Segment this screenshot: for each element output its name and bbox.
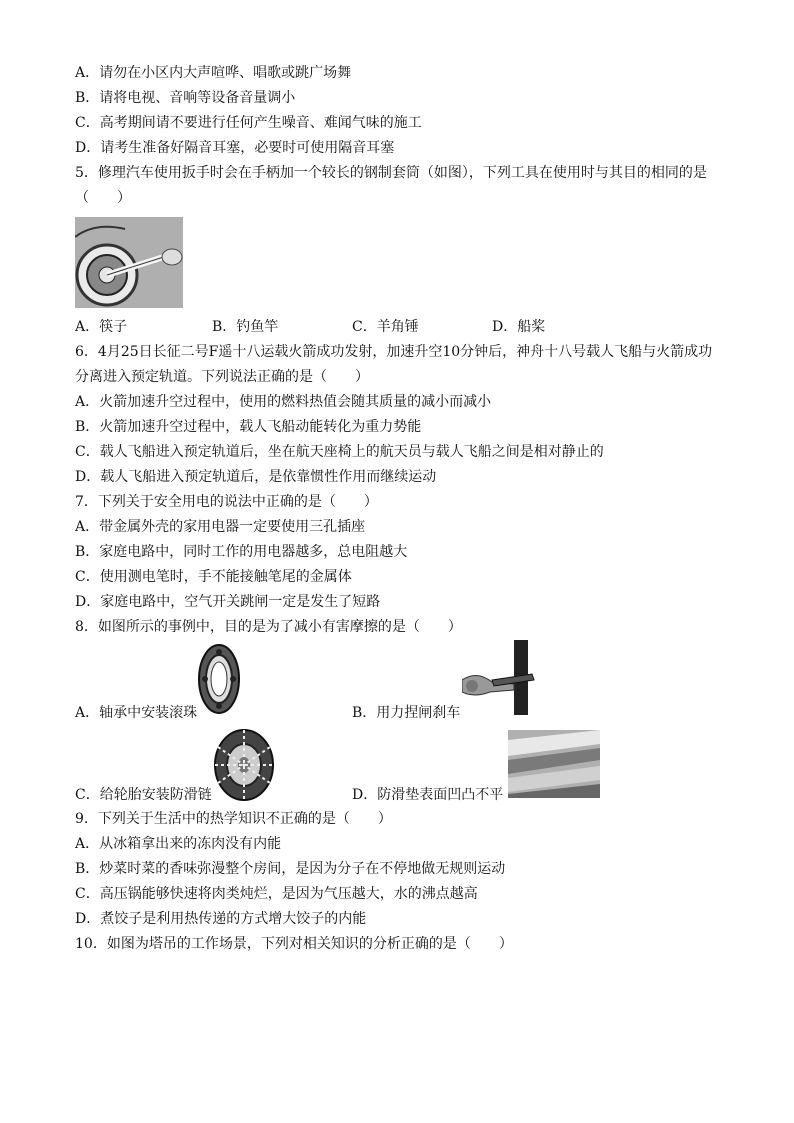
q4-option-b: B．请将电视、音响等设备音量调小 [75, 90, 296, 106]
q4-option-a: A．请勿在小区内大声喧哗、唱歌或跳广场舞 [75, 65, 352, 81]
q5-option-d: D．船桨 [492, 319, 546, 335]
q6-stem-line1: 6．4月25日长征二号F遥十八运载火箭成功发射，加速升空10分钟后，神舟十八号载人飞船与火箭成功 [75, 344, 713, 360]
q8-option-c: C．给轮胎安装防滑链 [75, 787, 212, 803]
q9-stem: 9．下列关于生活中的热学知识不正确的是（ ） [75, 811, 392, 827]
q7-stem: 7．下列关于安全用电的说法中正确的是（ ） [75, 494, 378, 510]
q9-option-b: B．炒菜时菜的香味弥漫整个房间，是因为分子在不停地做无规则运动 [75, 861, 506, 877]
q9-option-c: C．高压锅能够快速将肉类炖烂，是因为气压越大，水的沸点越高 [75, 886, 478, 902]
anti-slip-mat-image [508, 730, 600, 798]
q6-option-c: C．载人飞船进入预定轨道后，坐在航天座椅上的航天员与载人飞船之间是相对静止的 [75, 444, 604, 460]
wrench-sleeve-image [75, 217, 183, 308]
q4-option-c: C．高考期间请不要进行任何产生噪音、难闻气味的施工 [75, 115, 422, 131]
bicycle-brake-image [462, 640, 548, 715]
q9-option-a: A．从冰箱拿出来的冻肉没有内能 [75, 836, 282, 852]
q6-option-a: A．火箭加速升空过程中，使用的燃料热值会随其质量的减小而减小 [75, 394, 492, 410]
q8-option-d: D．防滑垫表面凹凸不平 [352, 787, 504, 803]
q5-option-a: A．筷子 [75, 319, 128, 335]
bearing-image [196, 640, 242, 718]
q5-option-b: B．钓鱼竿 [212, 319, 279, 335]
q7-option-c: C．使用测电笔时，手不能接触笔尾的金属体 [75, 569, 352, 585]
q10-stem: 10．如图为塔吊的工作场景，下列对相关知识的分析正确的是（ ） [75, 936, 513, 952]
q6-stem-line2: 分离进入预定轨道。下列说法正确的是（ ） [75, 369, 369, 385]
q8-option-a: A．轴承中安装滚珠 [75, 705, 198, 721]
q5-bracket: （ ） [75, 190, 131, 206]
q4-option-d: D．请考生准备好隔音耳塞，必要时可使用隔音耳塞 [75, 140, 395, 156]
q9-option-d: D．煮饺子是利用热传递的方式增大饺子的内能 [75, 911, 367, 927]
q6-option-d: D．载人飞船进入预定轨道后，是依靠惯性作用而继续运动 [75, 469, 437, 485]
q5-option-c: C．羊角锤 [352, 319, 419, 335]
q7-option-b: B．家庭电路中，同时工作的用电器越多，总电阻越大 [75, 544, 408, 560]
q7-option-d: D．家庭电路中，空气开关跳闸一定是发生了短路 [75, 594, 381, 610]
q6-option-b: B．火箭加速升空过程中，载人飞船动能转化为重力势能 [75, 419, 422, 435]
q8-stem: 8．如图所示的事例中，目的是为了减小有害摩擦的是（ ） [75, 619, 462, 635]
snow-chain-tire-image [212, 727, 276, 803]
q5-stem: 5．修理汽车使用扳手时会在手柄加一个较长的钢制套筒（如图），下列工具在使用时与其目的相同的是 [75, 165, 707, 181]
q7-option-a: A．带金属外壳的家用电器一定要使用三孔插座 [75, 519, 366, 535]
q8-option-b: B．用力捏闸刹车 [352, 705, 461, 721]
